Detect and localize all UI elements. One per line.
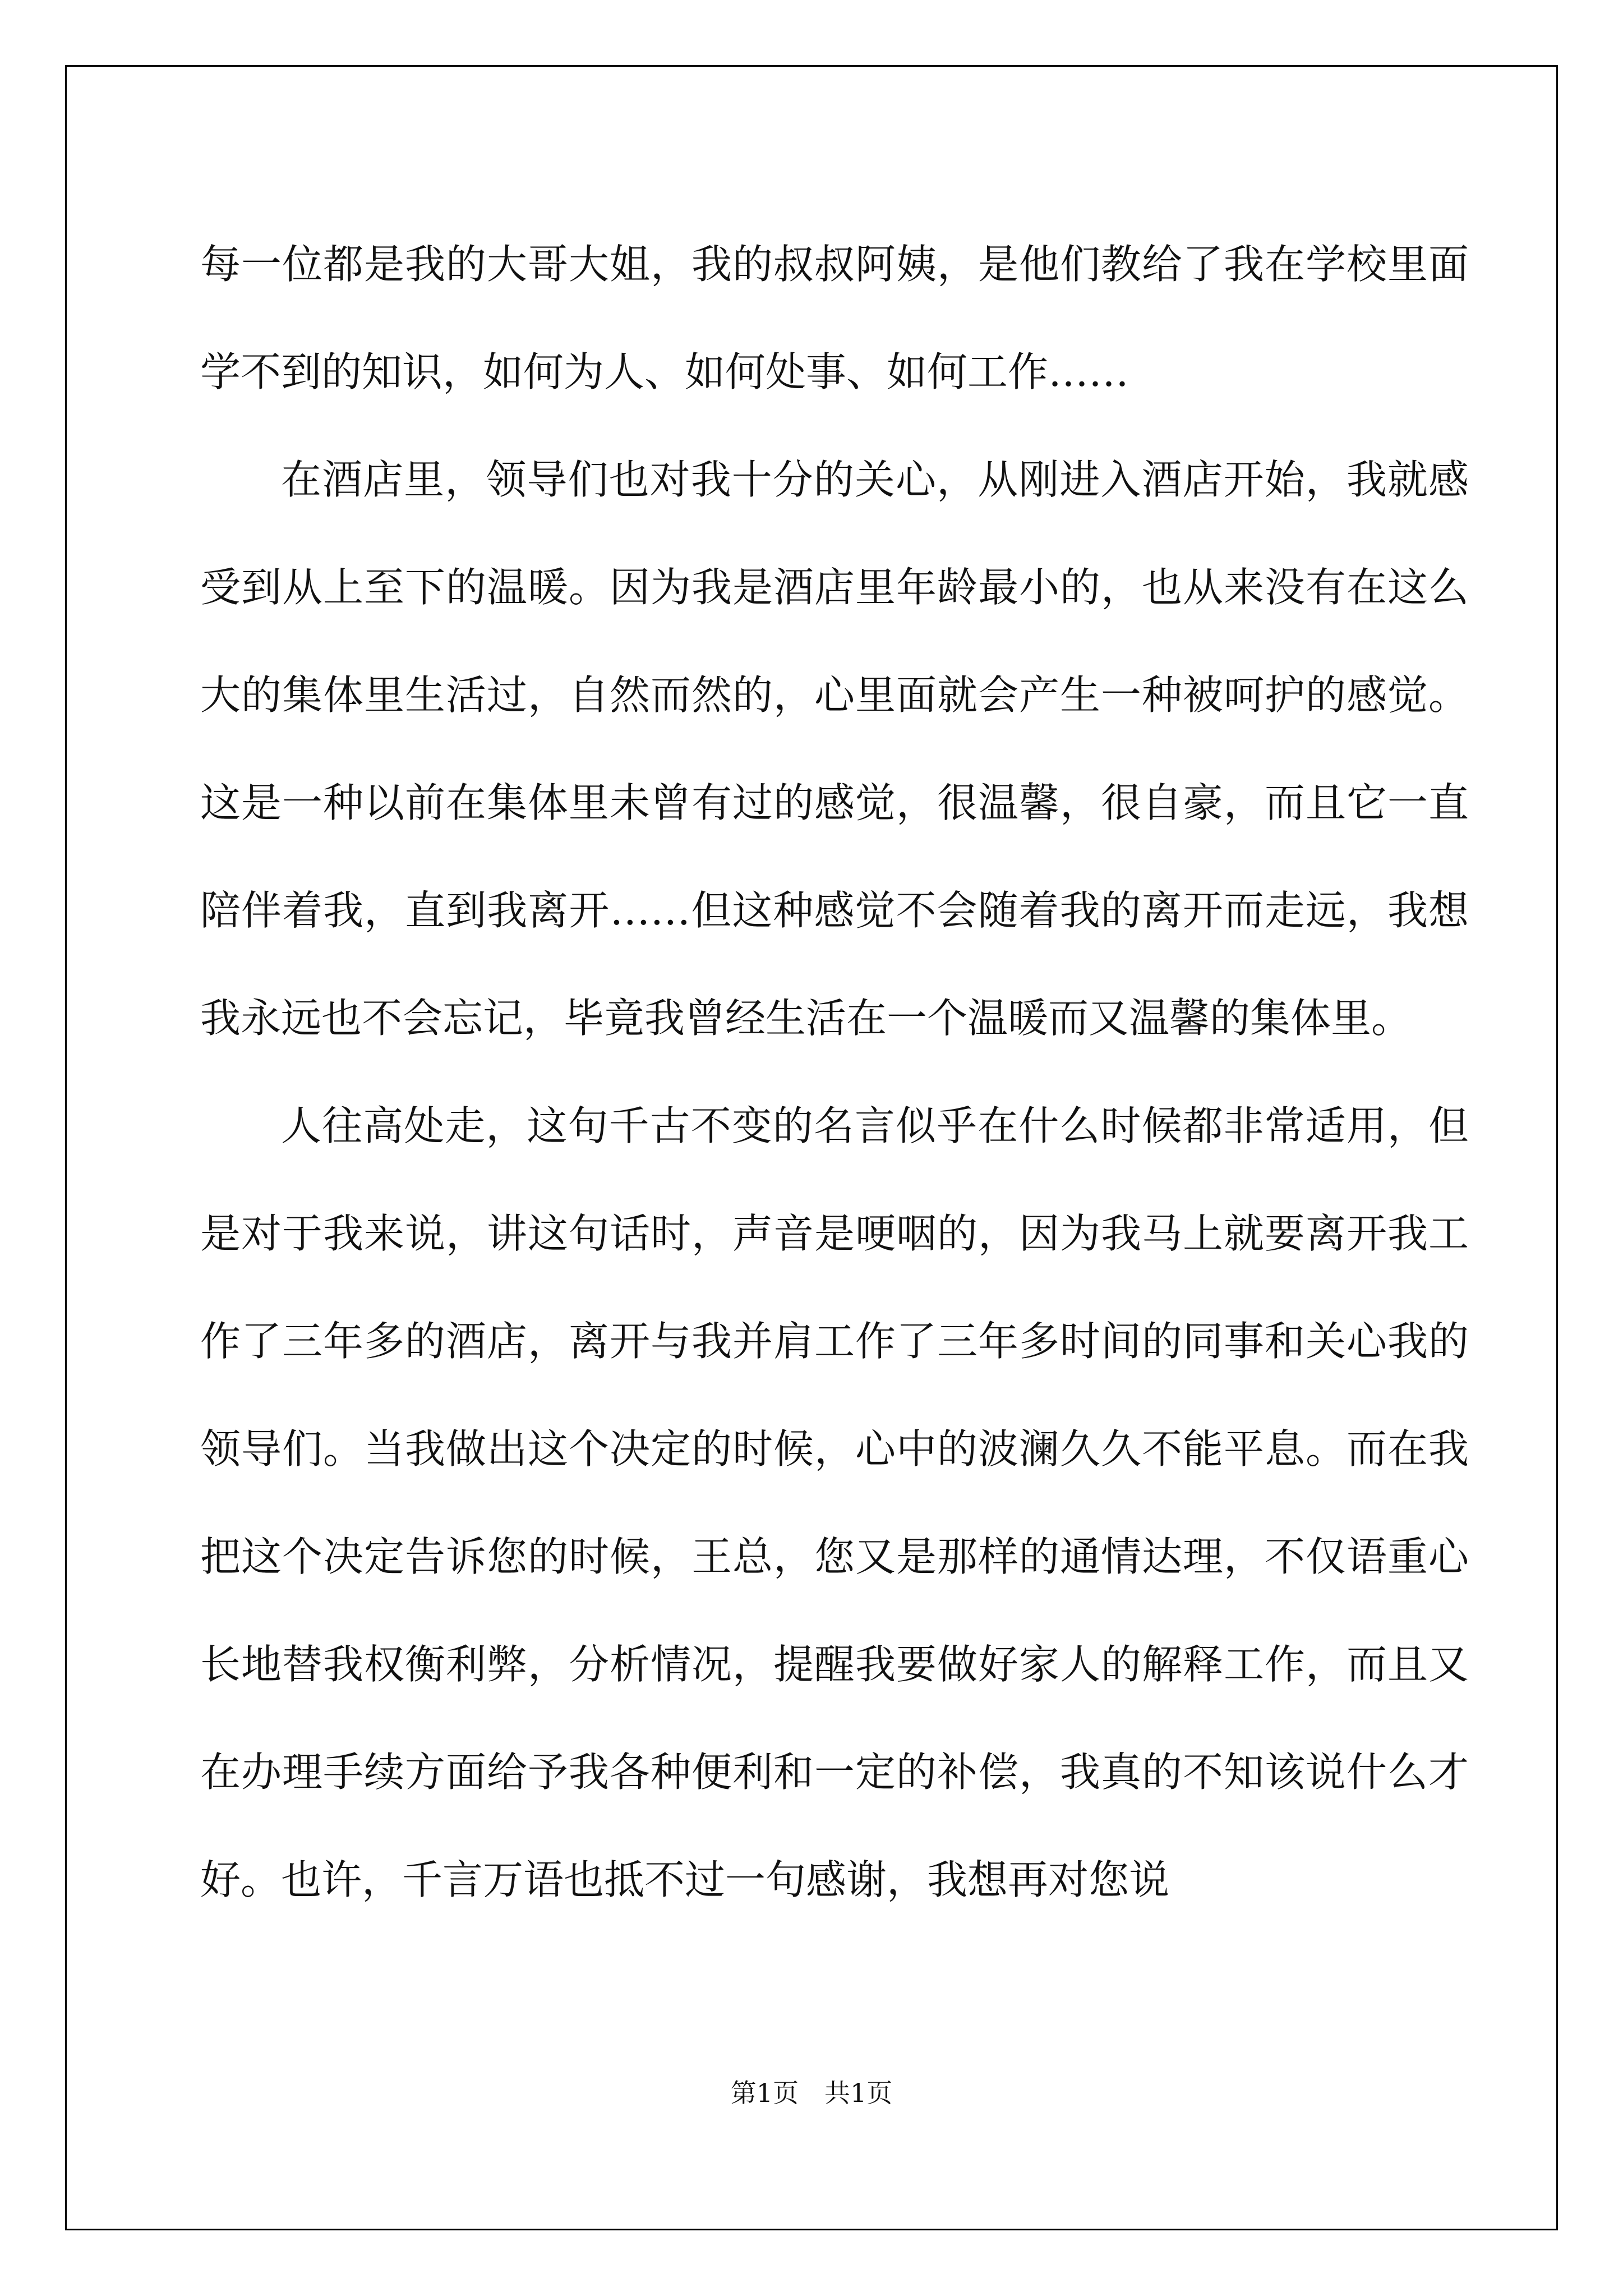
document-body xyxy=(200,210,1469,1934)
paragraph-3: 人往高处走，这句千古不变的名言似乎在什么时候都非常适用，但是对于我来说，讲这句话时，声音是哽咽的，因为我马上就要离开我工作了三年多的酒店，离开与我并肩工作了三年多时间的同事和关心我的领导们。当我做出这个决定的时候，心中的波澜久久不能平息。而在我把这个决定告诉您的时候，王总，您又是那样的通情达理，不仅语重心长地替我权衡利弊，分析情况，提醒我要做好家人的解释工作，而且又在办理手续方面给予我各种便利和一定的补偿，我真的不知该说什么才好。也许，千言万语也抵不过一句感谢，我想再对您说 xyxy=(200,1102,1469,1903)
page-number-total: 共1页 xyxy=(824,2078,893,2108)
page-number-current: 第1页 xyxy=(730,2078,799,2108)
page-footer xyxy=(0,2073,1623,2110)
paragraph-1: 每一位都是我的大哥大姐，我的叔叔阿姨，是他们教给了我在学校里面学不到的知识，如何为人、如何处事、如何工作…… xyxy=(200,241,1469,395)
paragraph-2: 在酒店里，领导们也对我十分的关心，从刚进入酒店开始，我就感受到从上至下的温暖。因为我是酒店里年龄最小的，也从来没有在这么大的集体里生活过，自然而然的，心里面就会产生一种被呵护的感觉。这是一种以前在集体里未曾有过的感觉，很温馨，很自豪，而且它一直陪伴着我，直到我离开……但这种感觉不会随着我的离开而走远，我想我永远也不会忘记，毕竟我曾经生活在一个温暖而又温馨的集体里。 xyxy=(200,456,1469,1042)
